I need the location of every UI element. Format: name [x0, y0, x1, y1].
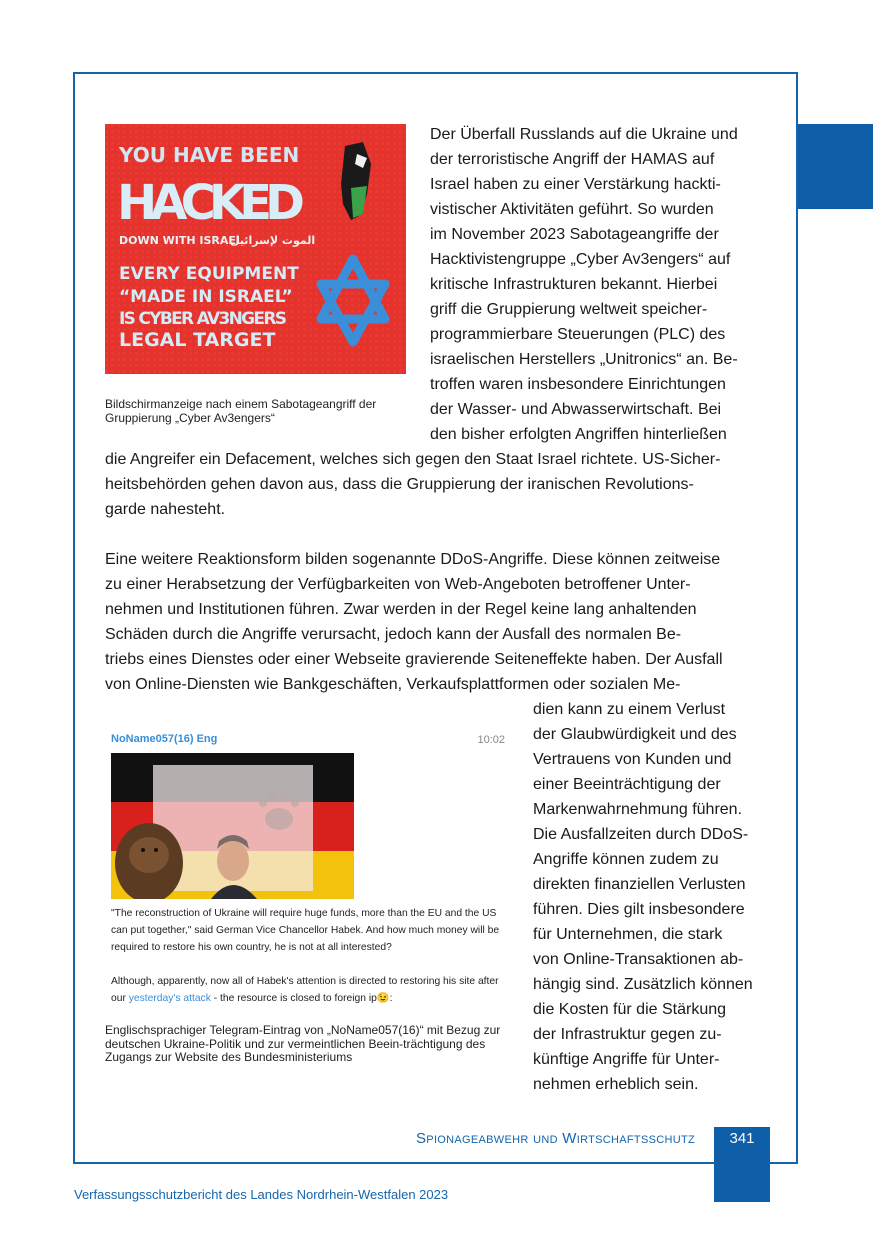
- paragraph2-right: [533, 697, 773, 1097]
- text-line: die Kosten für die Stärkung: [533, 1001, 727, 1018]
- chapter-tab: [798, 124, 873, 209]
- hacked-line-3-arabic: الموت لإسرائيل: [230, 234, 316, 247]
- telegram-post: [105, 727, 505, 1012]
- text-line: dien kann zu einem Verlust: [533, 701, 726, 718]
- text-line: Der Überfall Russlands auf die Ukraine und: [430, 126, 738, 143]
- hacked-line-5: “MADE IN ISRAEL”: [119, 287, 293, 307]
- telegram-message: [111, 905, 506, 1007]
- text-line: kritische Infrastrukturen bekannt. Hierbei: [430, 276, 718, 293]
- text-line: der Wasser- und Abwasserwirtschaft. Bei: [430, 401, 722, 418]
- text-line: Hacktivistengruppe „Cyber Av3engers“ auf: [430, 251, 731, 268]
- telegram-link[interactable]: yesterday's attack: [128, 993, 211, 1004]
- text-line: den bisher erfolgten Angriffen hinterließen: [430, 426, 727, 443]
- paragraph1-right: [430, 122, 770, 447]
- text-line: Eine weitere Reaktionsform bilden sogenannte DDoS-Angriffe. Diese können zeitweise: [105, 551, 721, 568]
- text-line: garde nahesteht.: [105, 501, 226, 518]
- text-line: direkten finanziellen Verlusten: [533, 876, 746, 893]
- text-line: Israel haben zu einer Verstärkung hackti-: [430, 176, 721, 193]
- telegram-text-after: - the resource is closed to foreign ip😉:: [213, 993, 393, 1004]
- page-number: 341: [729, 1130, 755, 1147]
- text-line: programmierbare Steuerungen (PLC) des: [430, 326, 726, 343]
- text-line: der Glaubwürdigkeit und des: [533, 726, 737, 743]
- text-line: im November 2023 Sabotageangriffe der: [430, 226, 719, 243]
- hacked-line-4: EVERY EQUIPMENT: [119, 264, 299, 284]
- telegram-caption: Englischsprachiger Telegram-Eintrag von „NoName057(16)“ mit Bezug zur deutschen Ukraine-Politik und zur vermeintlichen Beein-trächtigung des Zugangs zur Website des Bundesministeriums: [105, 1023, 501, 1064]
- text-line: künftige Angriffe für Unter-: [533, 1051, 720, 1068]
- text-line: die Angreifer ein Defacement, welches sich gegen den Staat Israel richtete. US-Sicher-: [105, 451, 721, 468]
- text-line: von Online-Transaktionen ab-: [533, 951, 744, 968]
- text-line: israelischen Herstellers „Unitronics“ an. Be-: [430, 351, 738, 368]
- footer-report-title: Verfassungsschutzbericht des Landes Nordrhein-Westfalen 2023: [74, 1187, 449, 1202]
- hacked-line-7: LEGAL TARGET: [119, 329, 276, 351]
- text-line: nehmen und Institutionen führen. Zwar werden in der Regel keine lang anhaltenden: [105, 601, 697, 618]
- paragraph2-full: [105, 547, 770, 697]
- text-line: zu einer Herabsetzung der Verfügbarkeiten von Web-Angeboten betroffener Unter-: [105, 576, 691, 593]
- text-line: hängig sind. Zusätzlich können: [533, 976, 753, 993]
- text-line: nehmen erheblich sein.: [533, 1076, 699, 1093]
- telegram-message-part2: [111, 973, 506, 1007]
- text-line: von Online-Diensten wie Bankgeschäften, Verkaufsplattformen oder sozialen Me-: [105, 676, 681, 693]
- telegram-channel-name: NoName057(16) Eng: [111, 733, 218, 745]
- hacked-line-6: IS CYBER AV3NGERS: [119, 309, 287, 329]
- text-line: einer Beeinträchtigung der: [533, 776, 721, 793]
- text-line: vistischer Aktivitäten geführt. So wurden: [430, 201, 714, 218]
- image1-caption: Bildschirmanzeige nach einem Sabotageangriff der Gruppierung „Cyber Av3engers“: [105, 397, 377, 425]
- telegram-timestamp: 10:02: [477, 734, 505, 746]
- telegram-text-before: Although, apparently, now all of Habek's attention is directed to restoring his site after our: [111, 976, 499, 1004]
- text-line: Angriffe können zudem zu: [533, 851, 719, 868]
- text-line: der Infrastruktur gegen zu-: [533, 1026, 722, 1043]
- footer-section-title: Spionageabwehr und Wirtschaftsschutz: [416, 1130, 695, 1147]
- text-line: der terroristische Angriff der HAMAS auf: [430, 151, 715, 168]
- hacked-line-1: YOU HAVE BEEN: [119, 143, 300, 167]
- telegram-message-part1: "The reconstruction of Ukraine will require huge funds, more than the EU and the US can put together," said German Vice Chancellor Habek. And how much money will be required to restore his own country, he is not at all interested?: [111, 908, 500, 953]
- text-line: heitsbehörden gehen davon aus, dass die Gruppierung der iranischen Revolutions-: [105, 476, 694, 493]
- telegram-image: [111, 753, 354, 899]
- text-line: führen. Dies gilt insbesondere: [533, 901, 745, 918]
- paragraph1-full: [105, 447, 770, 522]
- text-line: Schäden durch die Angriffe verursacht, jedoch kann der Ausfall des normalen Be-: [105, 626, 682, 643]
- text-line: troffen waren insbesondere Einrichtungen: [430, 376, 726, 393]
- text-line: griff die Gruppierung weltweit speicher-: [430, 301, 708, 318]
- hacked-line-3: DOWN WITH ISRAEL: [119, 234, 243, 247]
- text-line: Markenwahrnehmung führen.: [533, 801, 743, 818]
- text-line: Vertrauens von Kunden und: [533, 751, 732, 768]
- hacked-screen-image: [105, 124, 406, 374]
- text-line: triebs eines Dienstes oder einer Webseite gravierende Seiteneffekte haben. Der Ausfall: [105, 651, 723, 668]
- text-line: für Unternehmen, die stark: [533, 926, 723, 943]
- hacked-line-2: HACKED: [117, 175, 305, 231]
- text-line: Die Ausfallzeiten durch DDoS-: [533, 826, 749, 843]
